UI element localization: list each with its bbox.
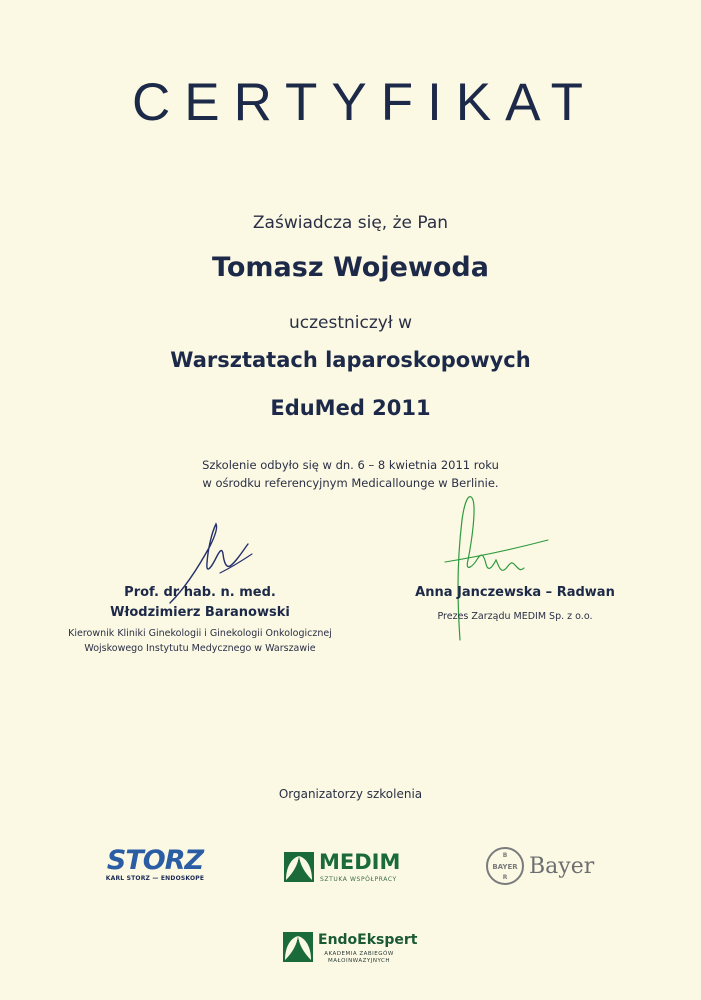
endoekspert-logo — [283, 932, 423, 972]
organizers-label: Organizatorzy szkolenia — [278, 787, 423, 801]
left-signatory — [20, 583, 380, 656]
medim-leaf-icon — [284, 852, 314, 882]
bayer-cross-horizontal: BAYER — [492, 863, 518, 871]
left-signatory-name: Włodzimierz Baranowski — [110, 605, 290, 620]
storz-logo — [105, 845, 205, 882]
left-role-line-1: Kierownik Kliniki Ginekologii i Ginekologii Onkologicznej — [68, 628, 332, 639]
left-signatory-title: Prof. dr hab. n. med. — [124, 585, 276, 600]
svg-text:B: B — [502, 852, 508, 859]
details-line-2: w ośrodku referencyjnym Medicallounge w Berlinie. — [202, 476, 499, 490]
endoekspert-logo-tagline: AKADEMIA ZABIEGÓW MAŁOINWAZYJNYCH — [324, 951, 394, 964]
participation-text: uczestniczył w — [289, 313, 412, 333]
medim-logo — [284, 852, 414, 886]
bayer-logo-wordmark: Bayer — [529, 854, 595, 879]
bayer-cross-icon — [485, 846, 525, 886]
storz-logo-wordmark: STORZ — [106, 845, 204, 876]
endoekspert-leaf-icon — [283, 932, 313, 962]
left-role-line-2: Wojskowego Instytutu Medycznego w Warszawie — [84, 643, 316, 654]
storz-logo-subtitle: KARL STORZ — ENDOSKOPE — [105, 875, 205, 882]
intro-text: Zaświadcza się, że Pan — [252, 213, 449, 233]
right-signatory-role: Prezes Zarządu MEDIM Sp. z o.o. — [437, 611, 593, 622]
workshop-name: Warsztatach laparoskopowych — [170, 348, 531, 372]
right-signatory — [370, 583, 660, 624]
event-name: EduMed 2011 — [270, 396, 431, 420]
training-details — [0, 456, 701, 492]
medim-logo-wordmark: MEDIM — [319, 850, 401, 874]
svg-text:R: R — [502, 874, 508, 881]
endoekspert-logo-wordmark: EndoEkspert — [318, 932, 418, 948]
right-signatory-name: Anna Janczewska – Radwan — [415, 585, 615, 600]
bayer-logo — [485, 846, 605, 892]
left-signatory-role — [20, 626, 380, 656]
certificate-title: CERTYFIKAT — [132, 73, 597, 132]
medim-logo-tagline: SZTUKA WSPÓŁPRACY — [320, 876, 397, 883]
details-line-1: Szkolenie odbyło się w dn. 6 – 8 kwietnia 2011 roku — [202, 458, 499, 472]
recipient-name: Tomasz Wojewoda — [212, 252, 489, 283]
